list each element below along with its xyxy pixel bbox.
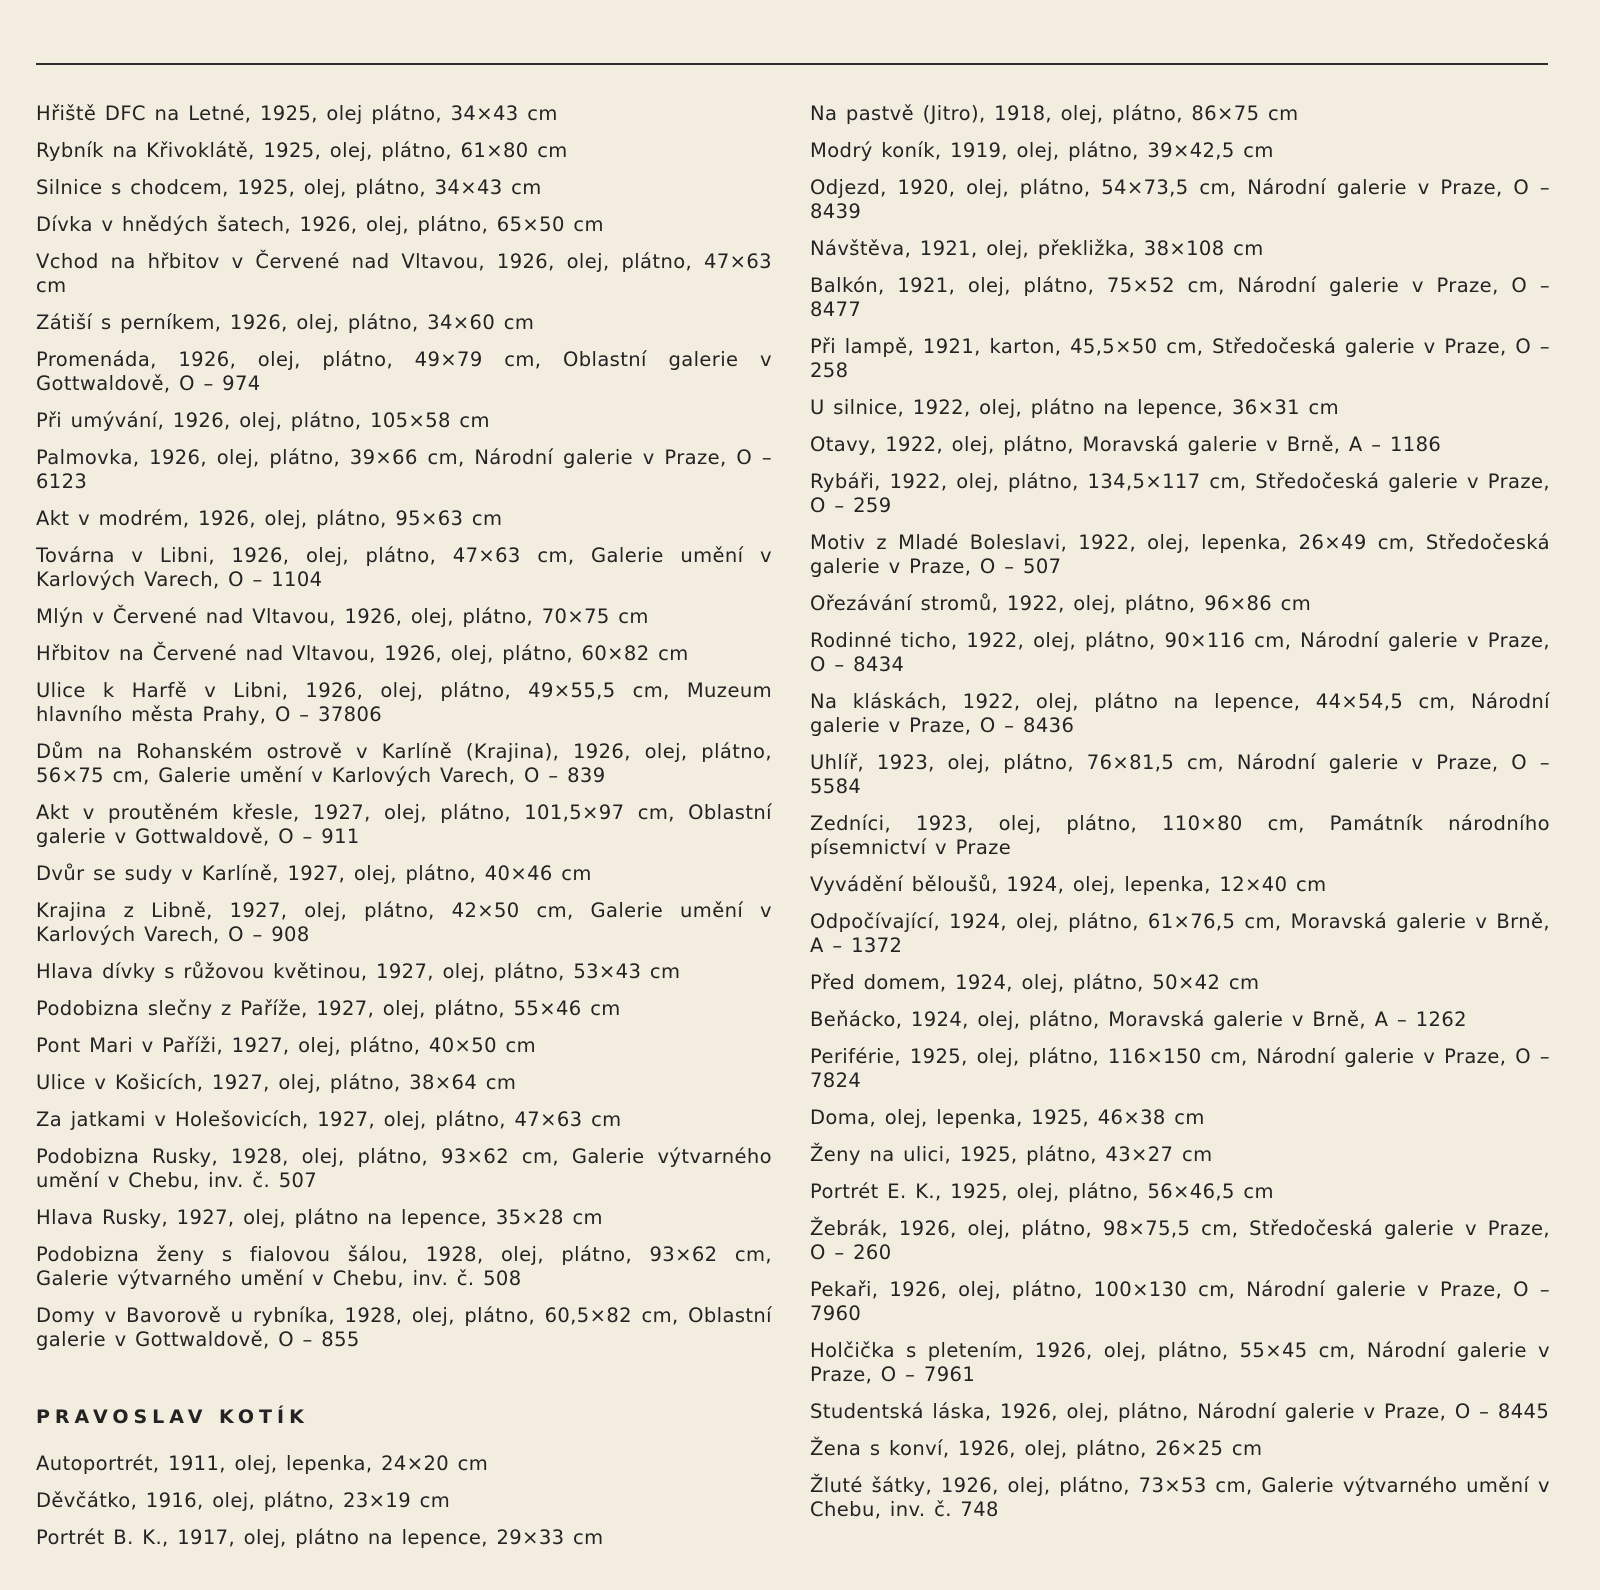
catalogue-entry: Na kláskách, 1922, olej, plátno na lepence, 44×54,5 cm, Národní galerie v Praze, O – 8436 <box>810 690 1550 737</box>
catalogue-entry: Holčička s pletením, 1926, olej, plátno, 55×45 cm, Národní galerie v Praze, O – 7961 <box>810 1339 1550 1386</box>
catalogue-entry: Ženy na ulici, 1925, plátno, 43×27 cm <box>810 1143 1213 1166</box>
catalogue-entry: Za jatkami v Holešovicích, 1927, olej, plátno, 47×63 cm <box>36 1108 622 1131</box>
catalogue-entry: Krajina z Libně, 1927, olej, plátno, 42×50 cm, Galerie umění v Karlových Varech, O – 908 <box>36 899 772 946</box>
catalogue-entry: Děvčátko, 1916, olej, plátno, 23×19 cm <box>36 1489 451 1512</box>
left-entry-list <box>36 102 772 1352</box>
catalogue-entry: Silnice s chodcem, 1925, olej, plátno, 34×43 cm <box>36 176 542 199</box>
catalogue-entry: Hřiště DFC na Letné, 1925, olej plátno, 34×43 cm <box>36 102 558 125</box>
catalogue-entry: U silnice, 1922, olej, plátno na lepence, 36×31 cm <box>810 396 1340 419</box>
catalogue-entry: Žluté šátky, 1926, olej, plátno, 73×53 cm, Galerie výtvarného umění v Chebu, inv. č. 748 <box>810 1474 1550 1521</box>
catalogue-entry: Zátiší s perníkem, 1926, olej, plátno, 34×60 cm <box>36 311 535 334</box>
catalogue-entry: Vchod na hřbitov v Červené nad Vltavou, 1926, olej, plátno, 47×63 cm <box>36 250 772 297</box>
catalogue-entry: Podobizna slečny z Paříže, 1927, olej, plátno, 55×46 cm <box>36 997 621 1020</box>
catalogue-entry: Motiv z Mladé Boleslavi, 1922, olej, lepenka, 26×49 cm, Středočeská galerie v Praze, O – 507 <box>810 531 1550 578</box>
catalogue-entry: Domy v Bavorově u rybníka, 1928, olej, plátno, 60,5×82 cm, Oblastní galerie v Gottwaldově, O – 855 <box>36 1304 772 1351</box>
catalogue-entry: Periférie, 1925, olej, plátno, 116×150 cm, Národní galerie v Praze, O – 7824 <box>810 1045 1550 1092</box>
catalogue-entry: Žena s konví, 1926, olej, plátno, 26×25 cm <box>810 1437 1263 1460</box>
catalogue-entry: Akt v proutěném křesle, 1927, olej, plátno, 101,5×97 cm, Oblastní galerie v Gottwaldově, O – 911 <box>36 801 772 848</box>
catalogue-entry: Zedníci, 1923, olej, plátno, 110×80 cm, Památník národního písemnictví v Praze <box>810 812 1550 859</box>
right-column <box>810 102 1550 1535</box>
top-rule <box>36 63 1548 65</box>
section-heading-kotik: PRAVOSLAV KOTÍK <box>36 1406 309 1428</box>
catalogue-entry: Modrý koník, 1919, olej, plátno, 39×42,5 cm <box>810 139 1274 162</box>
catalogue-entry: Dívka v hnědých šatech, 1926, olej, plátno, 65×50 cm <box>36 213 604 236</box>
catalogue-entry: Ulice k Harfě v Libni, 1926, olej, plátno, 49×55,5 cm, Muzeum hlavního města Prahy, O – 37806 <box>36 679 772 726</box>
catalogue-entry: Na pastvě (Jitro), 1918, olej, plátno, 86×75 cm <box>810 102 1299 125</box>
catalogue-entry: Vyvádění běloušů, 1924, olej, lepenka, 12×40 cm <box>810 873 1327 896</box>
catalogue-entry: Odjezd, 1920, olej, plátno, 54×73,5 cm, Národní galerie v Praze, O – 8439 <box>810 176 1550 223</box>
catalogue-entry: Akt v modrém, 1926, olej, plátno, 95×63 cm <box>36 507 503 530</box>
catalogue-entry: Pont Mari v Paříži, 1927, olej, plátno, 40×50 cm <box>36 1034 537 1057</box>
catalogue-entry: Portrét B. K., 1917, olej, plátno na lepence, 29×33 cm <box>36 1526 604 1549</box>
kotik-entry-list <box>36 1452 772 1550</box>
catalogue-entry: Ulice v Košicích, 1927, olej, plátno, 38×64 cm <box>36 1071 517 1094</box>
catalogue-entry: Dům na Rohanském ostrově v Karlíně (Krajina), 1926, olej, plátno, 56×75 cm, Galerie umění v Karlových Varech, O – 839 <box>36 740 772 787</box>
catalogue-entry: Promenáda, 1926, olej, plátno, 49×79 cm, Oblastní galerie v Gottwaldově, O – 974 <box>36 348 772 395</box>
catalogue-entry: Portrét E. K., 1925, olej, plátno, 56×46,5 cm <box>810 1180 1274 1203</box>
catalogue-entry: Dvůr se sudy v Karlíně, 1927, olej, plátno, 40×46 cm <box>36 862 592 885</box>
catalogue-entry: Beňácko, 1924, olej, plátno, Moravská galerie v Brně, A – 1262 <box>810 1008 1467 1031</box>
catalogue-entry: Hlava dívky s růžovou květinou, 1927, olej, plátno, 53×43 cm <box>36 960 681 983</box>
catalogue-entry: Studentská láska, 1926, olej, plátno, Národní galerie v Praze, O – 8445 <box>810 1400 1550 1423</box>
catalogue-entry: Hlava Rusky, 1927, olej, plátno na lepence, 35×28 cm <box>36 1206 603 1229</box>
catalogue-entry: Palmovka, 1926, olej, plátno, 39×66 cm, Národní galerie v Praze, O – 6123 <box>36 446 772 493</box>
catalogue-entry: Otavy, 1922, olej, plátno, Moravská galerie v Brně, A – 1186 <box>810 433 1442 456</box>
catalogue-entry: Odpočívající, 1924, olej, plátno, 61×76,5 cm, Moravská galerie v Brně, A – 1372 <box>810 910 1550 957</box>
catalogue-entry: Doma, olej, lepenka, 1925, 46×38 cm <box>810 1106 1205 1129</box>
catalogue-entry: Autoportrét, 1911, olej, lepenka, 24×20 cm <box>36 1452 489 1475</box>
catalogue-entry: Uhlíř, 1923, olej, plátno, 76×81,5 cm, Národní galerie v Praze, O – 5584 <box>810 751 1550 798</box>
catalogue-entry: Rodinné ticho, 1922, olej, plátno, 90×116 cm, Národní galerie v Praze, O – 8434 <box>810 629 1550 676</box>
catalogue-entry: Podobizna ženy s fialovou šálou, 1928, olej, plátno, 93×62 cm, Galerie výtvarného umění v Chebu, inv. č. 508 <box>36 1243 772 1290</box>
left-column <box>36 102 772 1563</box>
catalogue-entry: Hřbitov na Červené nad Vltavou, 1926, olej, plátno, 60×82 cm <box>36 642 689 665</box>
catalogue-entry: Žebrák, 1926, olej, plátno, 98×75,5 cm, Středočeská galerie v Praze, O – 260 <box>810 1217 1550 1264</box>
catalogue-entry: Při lampě, 1921, karton, 45,5×50 cm, Středočeská galerie v Praze, O – 258 <box>810 335 1550 382</box>
catalogue-entry: Rybáři, 1922, olej, plátno, 134,5×117 cm, Středočeská galerie v Praze, O – 259 <box>810 470 1550 517</box>
catalogue-entry: Návštěva, 1921, olej, překližka, 38×108 cm <box>810 237 1264 260</box>
catalogue-entry: Ořezávání stromů, 1922, olej, plátno, 96×86 cm <box>810 592 1312 615</box>
catalogue-entry: Podobizna Rusky, 1928, olej, plátno, 93×62 cm, Galerie výtvarného umění v Chebu, inv. č. 507 <box>36 1145 772 1192</box>
catalogue-entry: Továrna v Libni, 1926, olej, plátno, 47×63 cm, Galerie umění v Karlových Varech, O – 1104 <box>36 544 772 591</box>
catalogue-entry: Pekaři, 1926, olej, plátno, 100×130 cm, Národní galerie v Praze, O – 7960 <box>810 1278 1550 1325</box>
catalogue-entry: Mlýn v Červené nad Vltavou, 1926, olej, plátno, 70×75 cm <box>36 605 649 628</box>
catalogue-entry: Balkón, 1921, olej, plátno, 75×52 cm, Národní galerie v Praze, O – 8477 <box>810 274 1550 321</box>
catalogue-entry: Rybník na Křivoklátě, 1925, olej, plátno, 61×80 cm <box>36 139 568 162</box>
catalogue-entry: Před domem, 1924, olej, plátno, 50×42 cm <box>810 971 1260 994</box>
catalogue-entry: Při umývání, 1926, olej, plátno, 105×58 cm <box>36 409 490 432</box>
right-entry-list <box>810 102 1550 1522</box>
